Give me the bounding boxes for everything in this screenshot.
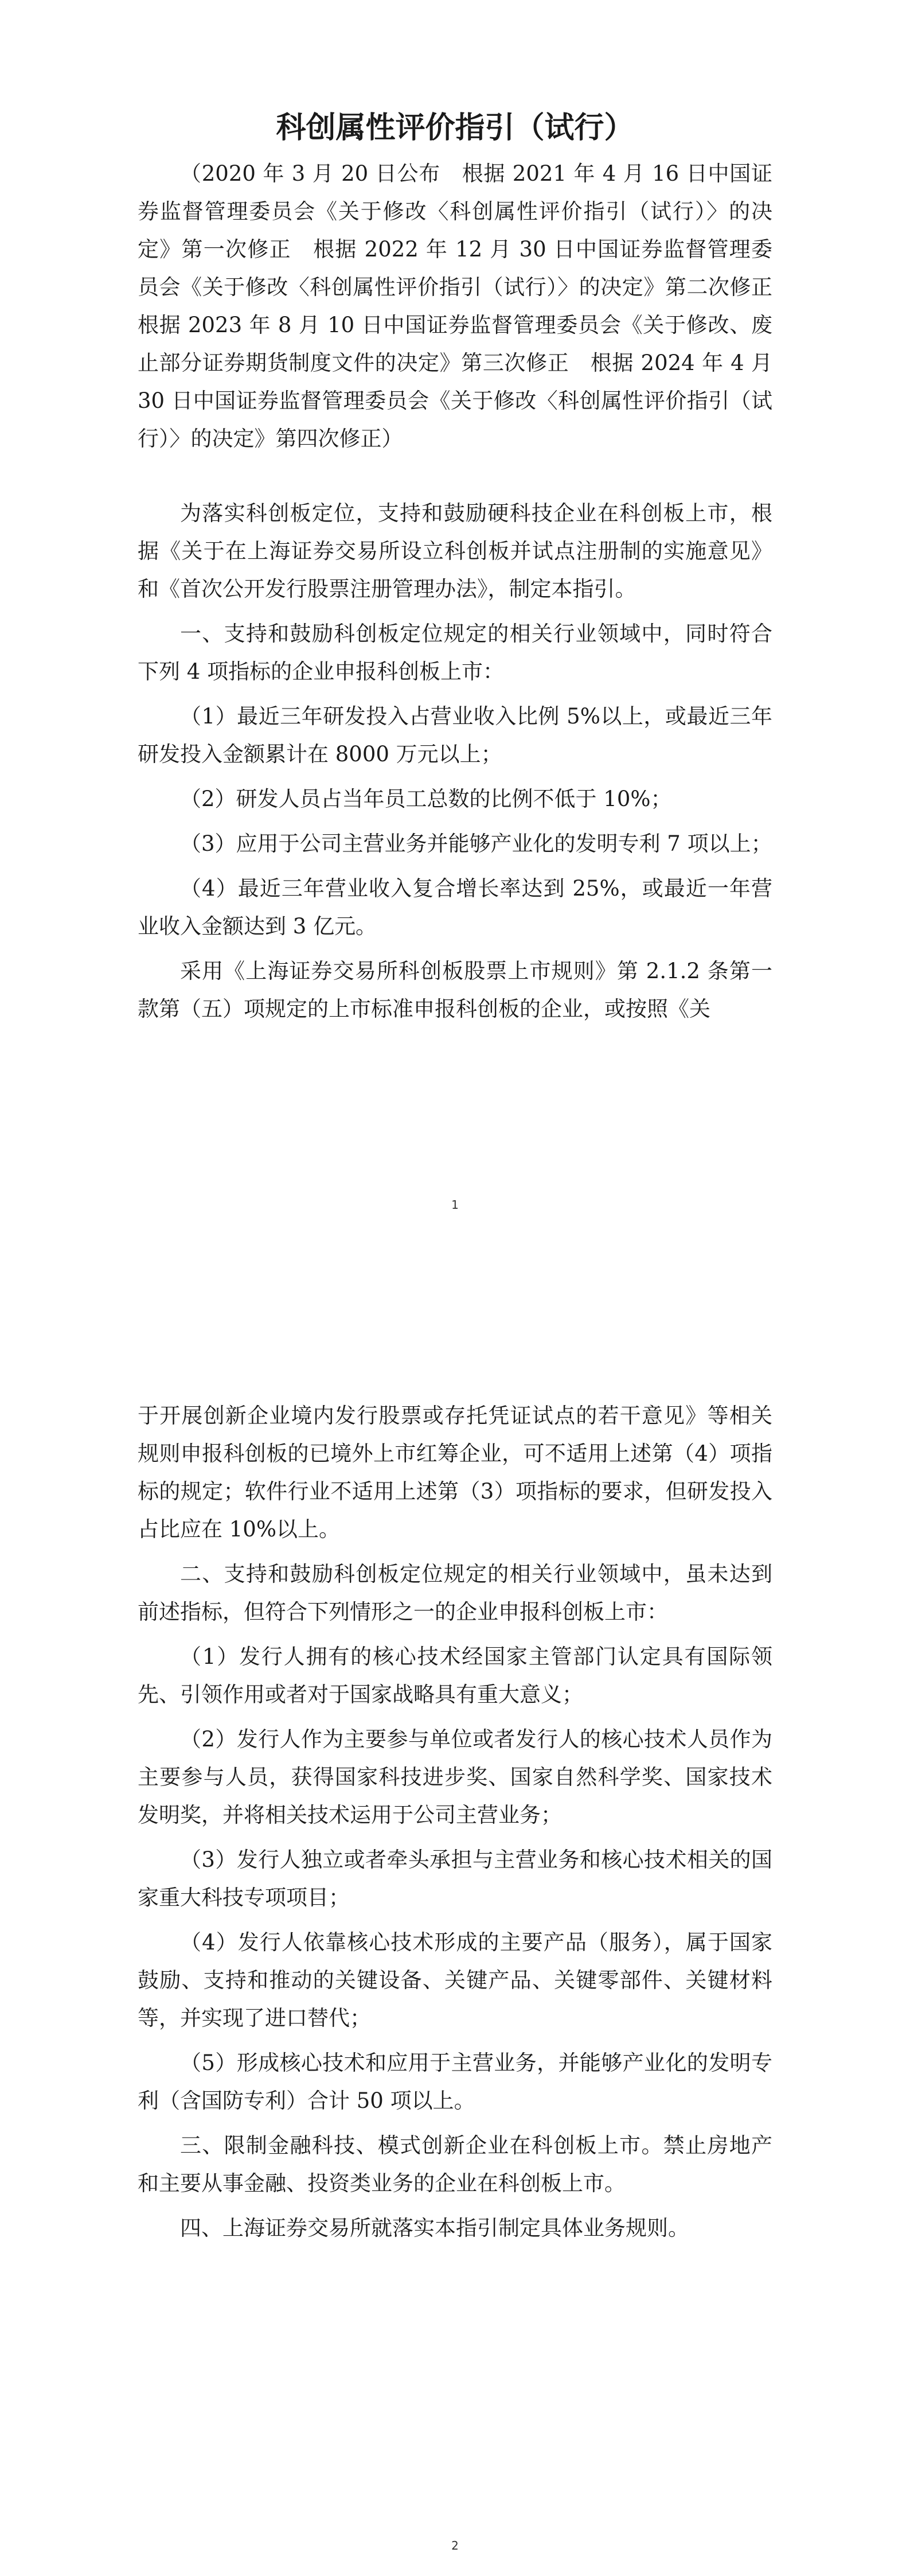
criterion-1: （1）最近三年研发投入占营业收入比例 5%以上，或最近三年研发投入金额累计在 8000 万元以上； xyxy=(138,704,772,766)
revision-note: （2020 年 3 月 20 日公布 根据 2021 年 4 月 16 日中国证券监督管理委员会《关于修改〈科创属性评价指引（试行）〉的决定》第一次修正 根据 2022 年 12 月 30 日中国证券监督管理委员会《关于修改〈科创属性评价指引（试行）〉的决定》第二次修正 根据 2023 年 8 月 10 日中国证券监督管理委员会《关于修改、废止部分证券期货制度文件的决定》第三次修正 根据 2024 年 4 月 30 日中国证券监督管理委员会《关于修改〈科创属性评价指引（试行）〉的决定》第四次修正） xyxy=(138,161,794,451)
exemption-paragraph-continued: 于开展创新企业境内发行股票或存托凭证试点的若干意见》等相关规则申报科创板的已境外上市红筹企业，可不适用上述第（4）项指标的规定；软件行业不适用上述第（3）项指标的要求，但研发投入占比应在 10%以上。 xyxy=(138,1403,772,1542)
article-three: 三、限制金融科技、模式创新企业在科创板上市。禁止房地产和主要从事金融、投资类业务的企业在科创板上市。 xyxy=(138,2133,772,2196)
situation-1: （1）发行人拥有的核心技术经国家主管部门认定具有国际领先、引领作用或者对于国家战略具有重大意义； xyxy=(138,1644,772,1707)
article-one-heading: 一、支持和鼓励科创板定位规定的相关行业领域中，同时符合下列 4 项指标的企业申报科创板上市： xyxy=(138,621,772,684)
page-number-1: 1 xyxy=(451,1198,459,1212)
situation-5: （5）形成核心技术和应用于主营业务，并能够产业化的发明专利（含国防专利）合计 50 项以上。 xyxy=(138,2050,772,2113)
criterion-3: （3）应用于公司主营业务并能够产业化的发明专利 7 项以上； xyxy=(180,831,772,856)
situation-2: （2）发行人作为主要参与单位或者发行人的核心技术人员作为主要参与人员，获得国家科技进步奖、国家自然科学奖、国家技术发明奖，并将相关技术运用于公司主营业务； xyxy=(138,1727,772,1827)
criterion-2: （2）研发人员占当年员工总数的比例不低于 10%； xyxy=(180,787,672,811)
page-number-2: 2 xyxy=(451,2539,459,2552)
criterion-4: （4）最近三年营业收入复合增长率达到 25%，或最近一年营业收入金额达到 3 亿元。 xyxy=(138,876,772,939)
situation-3: （3）发行人独立或者牵头承担与主营业务和核心技术相关的国家重大科技专项项目； xyxy=(138,1847,772,1910)
article-four: 四、上海证券交易所就落实本指引制定具体业务规则。 xyxy=(180,2216,689,2240)
document-title: 科创属性评价指引（试行） xyxy=(276,110,634,145)
situation-4: （4）发行人依靠核心技术形成的主要产品（服务），属于国家鼓励、支持和推动的关键设备、关键产品、关键零部件、关键材料等，并实现了进口替代； xyxy=(138,1930,772,2030)
exemption-paragraph-start: 采用《上海证券交易所科创板股票上市规则》第 2.1.2 条第一款第（五）项规定的上市标准申报科创板的企业，或按照《关 xyxy=(138,959,772,1021)
preamble-paragraph: 为落实科创板定位，支持和鼓励硬科技企业在科创板上市，根据《关于在上海证券交易所设立科创板并试点注册制的实施意见》和《首次公开发行股票注册管理办法》，制定本指引。 xyxy=(138,501,772,601)
page-1-body xyxy=(138,155,794,1035)
document-page-2 xyxy=(0,1288,910,2576)
article-two-heading: 二、支持和鼓励科创板定位规定的相关行业领域中，虽未达到前述指标，但符合下列情形之一的企业申报科创板上市： xyxy=(138,1562,772,1624)
page-2-body xyxy=(138,1397,772,2254)
